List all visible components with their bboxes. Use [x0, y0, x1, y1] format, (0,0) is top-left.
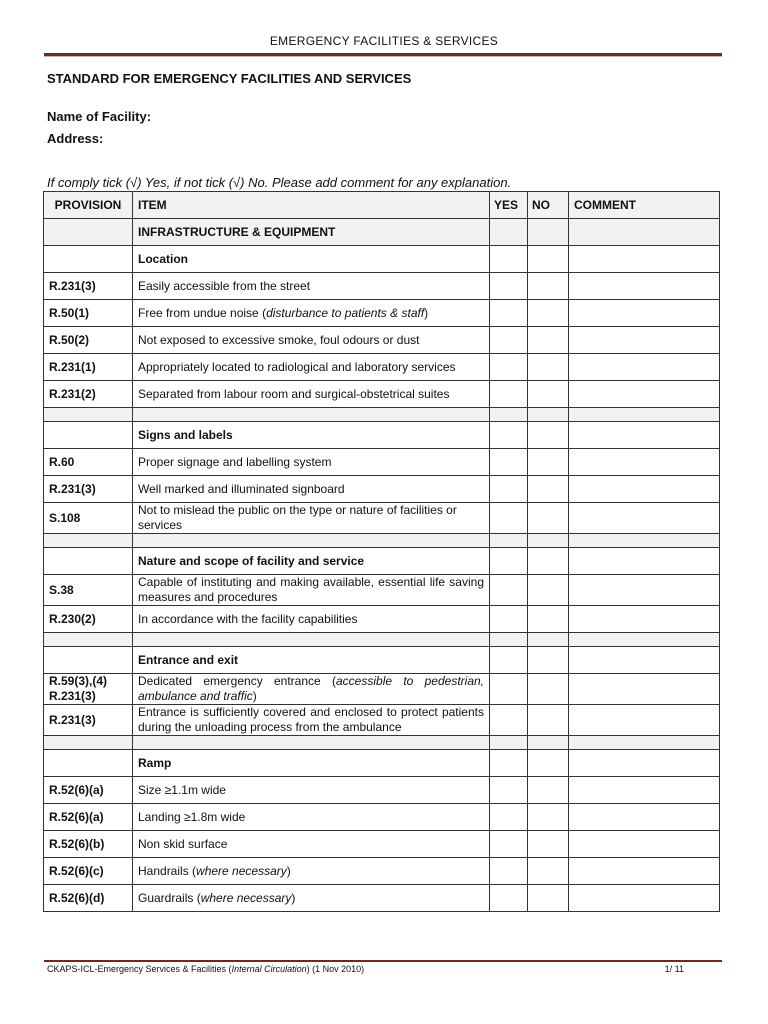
footer-document-info — [47, 964, 364, 974]
no-cell[interactable] — [528, 831, 569, 858]
spacer-cell — [133, 736, 490, 750]
yes-cell[interactable] — [490, 219, 528, 246]
item-cell: Not to mislead the public on the type or nature of facilities or services — [133, 503, 490, 534]
comment-cell[interactable] — [569, 885, 720, 912]
provision-cell: R.231(2) — [44, 381, 133, 408]
item-cell: Separated from labour room and surgical-obstetrical suites — [133, 381, 490, 408]
header-rule — [44, 53, 722, 57]
no-cell[interactable] — [528, 804, 569, 831]
yes-cell[interactable] — [490, 246, 528, 273]
spacer-row — [44, 534, 720, 548]
provision-cell: R.230(2) — [44, 606, 133, 633]
comment-cell[interactable] — [569, 777, 720, 804]
spacer-row — [44, 736, 720, 750]
table-row — [44, 476, 720, 503]
table-row — [44, 705, 720, 736]
no-cell[interactable] — [528, 674, 569, 705]
comment-cell[interactable] — [569, 858, 720, 885]
item-cell: Well marked and illuminated signboard — [133, 476, 490, 503]
page-number: 1/ 11 — [664, 964, 684, 974]
spacer-cell — [528, 736, 569, 750]
no-cell[interactable] — [528, 705, 569, 736]
comment-cell[interactable] — [569, 674, 720, 705]
checklist-table — [43, 191, 720, 912]
provision-cell — [44, 647, 133, 674]
comment-cell[interactable] — [569, 449, 720, 476]
table-row — [44, 831, 720, 858]
item-cell — [133, 674, 490, 705]
header-comment: COMMENT — [569, 192, 720, 219]
yes-cell[interactable] — [490, 885, 528, 912]
item-cell: Appropriately located to radiological and laboratory services — [133, 354, 490, 381]
comment-cell[interactable] — [569, 422, 720, 449]
provision-cell: S.38 — [44, 575, 133, 606]
table-row — [44, 575, 720, 606]
spacer-cell — [490, 408, 528, 422]
no-cell[interactable] — [528, 449, 569, 476]
footer-rule — [44, 960, 722, 962]
provision-cell: R.231(3) — [44, 273, 133, 300]
header-provision: PROVISION — [44, 192, 133, 219]
no-cell[interactable] — [528, 422, 569, 449]
provision-cell: R.50(2) — [44, 327, 133, 354]
item-emphasis: accessible to pedestrian, ambulance and traffic — [138, 674, 485, 703]
running-header: EMERGENCY FACILITIES & SERVICES — [269, 34, 499, 48]
no-cell[interactable] — [528, 606, 569, 633]
yes-cell[interactable] — [490, 476, 528, 503]
spacer-cell — [569, 408, 720, 422]
spacer-cell — [569, 633, 720, 647]
subsection-heading: Location — [133, 246, 490, 273]
no-cell[interactable] — [528, 647, 569, 674]
item-text: Dedicated emergency entrance ( — [138, 674, 336, 688]
no-cell[interactable] — [528, 219, 569, 246]
item-text: ) — [424, 305, 429, 320]
comment-cell[interactable] — [569, 750, 720, 777]
yes-cell[interactable] — [490, 750, 528, 777]
yes-cell[interactable] — [490, 273, 528, 300]
subsection-row — [44, 548, 720, 575]
document-title: STANDARD FOR EMERGENCY FACILITIES AND SERVICES — [47, 71, 412, 86]
yes-cell[interactable] — [490, 804, 528, 831]
yes-cell[interactable] — [490, 449, 528, 476]
provision-cell: R.60 — [44, 449, 133, 476]
yes-cell[interactable] — [490, 647, 528, 674]
spacer-row — [44, 408, 720, 422]
provision-cell — [44, 219, 133, 246]
subsection-row — [44, 422, 720, 449]
no-cell[interactable] — [528, 476, 569, 503]
table-row — [44, 804, 720, 831]
yes-cell[interactable] — [490, 548, 528, 575]
yes-cell[interactable] — [490, 381, 528, 408]
spacer-cell — [44, 633, 133, 647]
comment-cell[interactable] — [569, 381, 720, 408]
table-row — [44, 273, 720, 300]
table-row — [44, 606, 720, 633]
comment-cell[interactable] — [569, 606, 720, 633]
no-cell[interactable] — [528, 327, 569, 354]
spacer-cell — [133, 534, 490, 548]
item-cell: Landing ≥1.8m wide — [133, 804, 490, 831]
provision-cell — [44, 548, 133, 575]
comment-cell[interactable] — [569, 327, 720, 354]
provision-cell: R.52(6)(a) — [44, 777, 133, 804]
subsection-heading: Signs and labels — [133, 422, 490, 449]
item-cell: In accordance with the facility capabilities — [133, 606, 490, 633]
comment-cell[interactable] — [569, 705, 720, 736]
item-text: Handrails ( — [138, 863, 197, 878]
yes-cell[interactable] — [490, 300, 528, 327]
yes-cell[interactable] — [490, 831, 528, 858]
subsection-heading: Ramp — [133, 750, 490, 777]
provision-cell — [44, 674, 133, 705]
no-cell[interactable] — [528, 777, 569, 804]
table-row — [44, 300, 720, 327]
provision-cell: R.52(6)(a) — [44, 804, 133, 831]
yes-cell[interactable] — [490, 705, 528, 736]
yes-cell[interactable] — [490, 422, 528, 449]
provision-line: R.59(3),(4) — [49, 674, 108, 688]
comment-cell[interactable] — [569, 804, 720, 831]
table-row — [44, 327, 720, 354]
item-cell: Capable of instituting and making available, essential life saving measures and procedures — [133, 575, 490, 606]
comment-cell[interactable] — [569, 647, 720, 674]
yes-cell[interactable] — [490, 354, 528, 381]
item-emphasis: where necessary — [200, 890, 292, 905]
facility-name-label: Name of Facility: — [47, 109, 152, 124]
spacer-cell — [133, 633, 490, 647]
yes-cell[interactable] — [490, 575, 528, 606]
item-text: Free from undue noise ( — [138, 305, 267, 320]
comment-cell[interactable] — [569, 575, 720, 606]
item-text: ) — [291, 890, 296, 905]
comment-cell[interactable] — [569, 273, 720, 300]
no-cell[interactable] — [528, 246, 569, 273]
header-no: NO — [528, 192, 569, 219]
item-cell: Easily accessible from the street — [133, 273, 490, 300]
section-heading: INFRASTRUCTURE & EQUIPMENT — [133, 219, 490, 246]
item-cell: Non skid surface — [133, 831, 490, 858]
comment-cell[interactable] — [569, 246, 720, 273]
spacer-cell — [528, 633, 569, 647]
spacer-cell — [528, 408, 569, 422]
provision-line: R.231(3) — [49, 689, 96, 703]
item-cell — [133, 858, 490, 885]
comment-cell[interactable] — [569, 219, 720, 246]
item-cell: Entrance is sufficiently covered and enclosed to protect patients during the unloading process from the ambulance — [133, 705, 490, 736]
provision-cell: S.108 — [44, 503, 133, 534]
provision-cell: R.231(3) — [44, 705, 133, 736]
table-row — [44, 503, 720, 534]
table-row — [44, 449, 720, 476]
spacer-cell — [44, 534, 133, 548]
table-row — [44, 777, 720, 804]
yes-cell[interactable] — [490, 503, 528, 534]
no-cell[interactable] — [528, 273, 569, 300]
no-cell[interactable] — [528, 503, 569, 534]
provision-cell: R.52(6)(c) — [44, 858, 133, 885]
comment-cell[interactable] — [569, 503, 720, 534]
no-cell[interactable] — [528, 750, 569, 777]
subsection-row — [44, 246, 720, 273]
no-cell[interactable] — [528, 354, 569, 381]
instruction-text: If comply tick (√) Yes, if not tick (√) No. Please add comment for any explanation. — [47, 175, 512, 190]
item-text: Guardrails ( — [138, 890, 201, 905]
subsection-heading: Nature and scope of facility and service — [133, 548, 490, 575]
table-row — [44, 885, 720, 912]
footer-emphasis: Internal Circulation — [231, 964, 307, 974]
comment-cell[interactable] — [569, 354, 720, 381]
comment-cell[interactable] — [569, 548, 720, 575]
provision-cell — [44, 750, 133, 777]
item-cell: Size ≥1.1m wide — [133, 777, 490, 804]
yes-cell[interactable] — [490, 327, 528, 354]
spacer-cell — [133, 408, 490, 422]
no-cell[interactable] — [528, 575, 569, 606]
provision-cell: R.52(6)(b) — [44, 831, 133, 858]
item-text: ) — [286, 863, 291, 878]
spacer-cell — [44, 408, 133, 422]
yes-cell[interactable] — [490, 606, 528, 633]
no-cell[interactable] — [528, 300, 569, 327]
section-row — [44, 219, 720, 246]
footer-text: ) (1 Nov 2010) — [306, 964, 365, 974]
table-row — [44, 354, 720, 381]
item-cell — [133, 885, 490, 912]
yes-cell[interactable] — [490, 858, 528, 885]
spacer-cell — [490, 633, 528, 647]
footer-text: CKAPS-ICL-Emergency Services & Facilities ( — [47, 964, 232, 974]
provision-cell — [44, 246, 133, 273]
provision-cell — [44, 422, 133, 449]
subsection-heading: Entrance and exit — [133, 647, 490, 674]
spacer-cell — [44, 736, 133, 750]
item-text: ) — [252, 689, 257, 703]
provision-cell: R.231(3) — [44, 476, 133, 503]
item-emphasis: disturbance to patients & staff — [266, 305, 425, 320]
item-cell — [133, 300, 490, 327]
yes-cell[interactable] — [490, 674, 528, 705]
comment-cell[interactable] — [569, 476, 720, 503]
spacer-cell — [490, 736, 528, 750]
table-header-row — [44, 192, 720, 219]
spacer-cell — [569, 736, 720, 750]
provision-cell: R.231(1) — [44, 354, 133, 381]
no-cell[interactable] — [528, 858, 569, 885]
table-row — [44, 381, 720, 408]
spacer-cell — [490, 534, 528, 548]
no-cell[interactable] — [528, 548, 569, 575]
item-emphasis: where necessary — [196, 863, 287, 878]
item-cell: Proper signage and labelling system — [133, 449, 490, 476]
spacer-cell — [569, 534, 720, 548]
yes-cell[interactable] — [490, 777, 528, 804]
table-row — [44, 858, 720, 885]
spacer-cell — [528, 534, 569, 548]
provision-cell: R.50(1) — [44, 300, 133, 327]
no-cell[interactable] — [528, 885, 569, 912]
no-cell[interactable] — [528, 381, 569, 408]
item-cell: Not exposed to excessive smoke, foul odours or dust — [133, 327, 490, 354]
comment-cell[interactable] — [569, 300, 720, 327]
provision-cell: R.52(6)(d) — [44, 885, 133, 912]
header-yes: YES — [490, 192, 528, 219]
address-label: Address: — [47, 131, 104, 146]
comment-cell[interactable] — [569, 831, 720, 858]
table-row — [44, 674, 720, 705]
header-item: ITEM — [133, 192, 490, 219]
spacer-row — [44, 633, 720, 647]
subsection-row — [44, 647, 720, 674]
subsection-row — [44, 750, 720, 777]
